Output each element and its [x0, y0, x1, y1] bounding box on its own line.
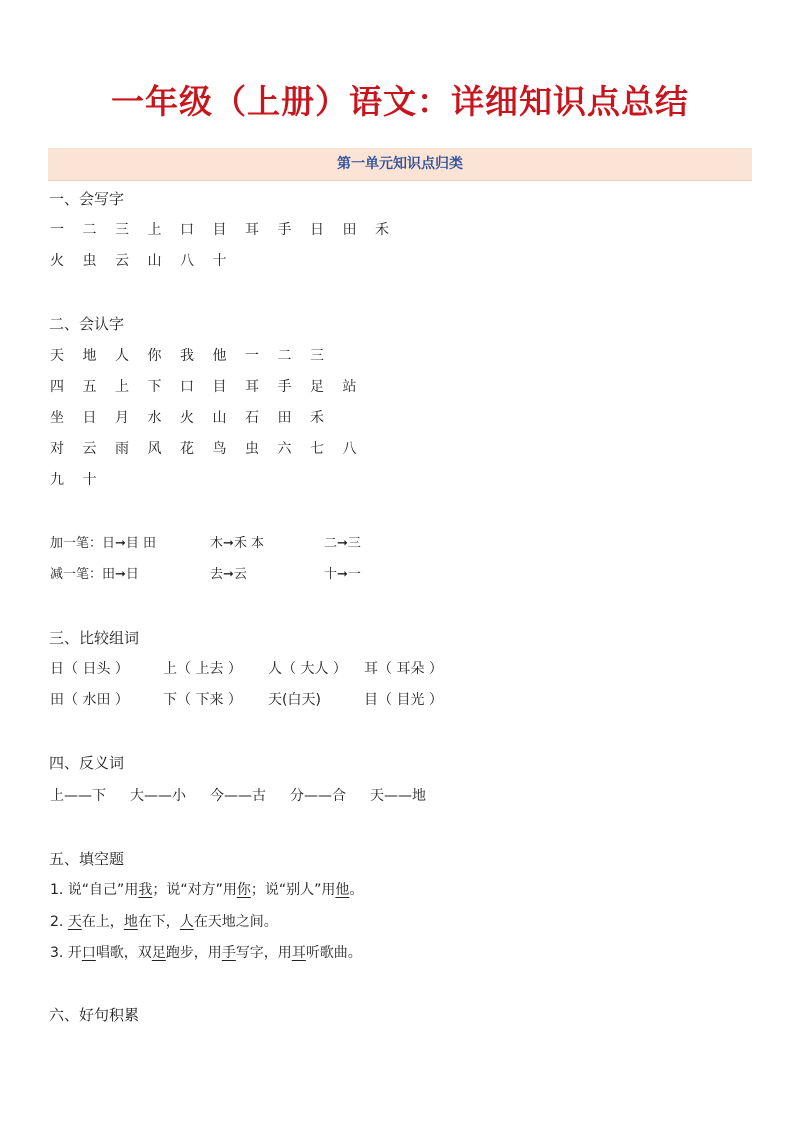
question-text: ；说“对方”用 — [152, 882, 237, 898]
char: 八 — [342, 441, 357, 457]
char: 手 — [277, 222, 292, 238]
char: 四 — [50, 379, 64, 395]
read-chars-row-3 — [50, 407, 343, 427]
char: 地 — [82, 348, 97, 364]
write-chars-row-1 — [50, 219, 408, 239]
question-text: 听歌曲。 — [305, 945, 362, 961]
antonym-pair: 上——下 — [50, 788, 106, 804]
section-heading-good-sentences: 六、好句积累 — [49, 1006, 140, 1024]
remove-stroke-item: 去➞云 — [210, 567, 247, 582]
remove-stroke-item: 十➞一 — [324, 567, 361, 582]
answer-text: 天 — [67, 914, 82, 930]
char: 十 — [212, 253, 227, 269]
compare-words-row-2 — [50, 689, 443, 709]
char: 雨 — [115, 441, 129, 457]
read-chars-row-2 — [50, 376, 375, 396]
char: 鸟 — [212, 441, 227, 457]
char: 山 — [212, 410, 227, 426]
section-heading-write-chars: 一、会写字 — [49, 190, 125, 208]
char: 水 — [147, 410, 162, 426]
char: 上 — [147, 222, 162, 238]
word-group: 下（ 下来 ） — [163, 692, 242, 708]
answer-text: 他 — [335, 882, 350, 898]
section-heading-fill-blanks: 五、填空题 — [49, 850, 125, 868]
fill-blank-question-2 — [50, 911, 278, 931]
char: 十 — [82, 472, 97, 488]
char: 山 — [147, 253, 162, 269]
char: 人 — [115, 348, 129, 364]
question-text: 在下， — [137, 914, 180, 930]
antonym-pair: 分——合 — [290, 788, 346, 804]
char: 五 — [82, 379, 97, 395]
char: 八 — [180, 253, 194, 269]
add-stroke-item: 日➞目 田 — [102, 536, 157, 551]
char: 三 — [310, 348, 324, 364]
char: 上 — [115, 379, 129, 395]
char: 田 — [277, 410, 292, 426]
compare-words-row-1 — [50, 658, 443, 678]
char: 日 — [310, 222, 324, 238]
add-stroke-item: 二➞三 — [324, 536, 361, 551]
char: 口 — [180, 222, 194, 238]
question-text: ；说“别人”用 — [250, 882, 336, 898]
antonym-pair: 今——古 — [210, 788, 266, 804]
char: 田 — [342, 222, 357, 238]
read-chars-row-1 — [50, 345, 343, 365]
char: 三 — [115, 222, 129, 238]
antonym-pair: 天——地 — [370, 788, 426, 804]
char: 禾 — [375, 222, 389, 238]
word-group: 天(白天) — [268, 692, 321, 708]
char: 虫 — [245, 441, 259, 457]
question-text: 写字，用 — [235, 945, 292, 961]
remove-stroke-item: 田➞日 — [102, 567, 139, 582]
char: 手 — [277, 379, 292, 395]
word-group: 耳（ 耳朵 ） — [364, 661, 443, 677]
char: 禾 — [310, 410, 324, 426]
answer-text: 手 — [221, 945, 236, 961]
question-text: 1. 说“自己”用 — [50, 882, 139, 898]
answer-text: 口 — [81, 945, 96, 961]
char: 他 — [212, 348, 227, 364]
add-stroke-line — [50, 532, 361, 551]
char: 月 — [115, 410, 129, 426]
question-text: 3. 开 — [50, 945, 82, 961]
question-text: 唱歌，双 — [95, 945, 152, 961]
answer-text: 人 — [179, 914, 194, 930]
char: 七 — [310, 441, 324, 457]
char: 耳 — [245, 222, 259, 238]
page-title: 一年级（上册）语文：详细知识点总结 — [111, 82, 689, 121]
question-text: 跑步，用 — [165, 945, 222, 961]
char: 火 — [50, 253, 64, 269]
question-text: 在上， — [81, 914, 124, 930]
answer-text: 我 — [138, 882, 153, 898]
char: 火 — [180, 410, 194, 426]
read-chars-row-5 — [50, 469, 115, 489]
char: 云 — [115, 253, 129, 269]
char: 目 — [212, 379, 227, 395]
remove-stroke-line — [50, 563, 361, 582]
char: 云 — [82, 441, 97, 457]
char: 二 — [277, 348, 292, 364]
answer-text: 耳 — [291, 945, 306, 961]
antonym-pair: 大——小 — [130, 788, 186, 804]
answer-text: 你 — [236, 882, 251, 898]
char: 花 — [180, 441, 194, 457]
char: 对 — [50, 441, 64, 457]
char: 一 — [50, 222, 64, 238]
char: 坐 — [50, 410, 64, 426]
char: 二 — [82, 222, 97, 238]
write-chars-row-2 — [50, 250, 245, 270]
question-text: 2. — [50, 914, 68, 930]
char: 口 — [180, 379, 194, 395]
word-group: 日（ 日头 ） — [50, 661, 129, 677]
char: 九 — [50, 472, 64, 488]
char: 天 — [50, 348, 64, 364]
word-group: 人（ 大人 ） — [268, 661, 347, 677]
add-stroke-item: 木➞禾 本 — [210, 536, 265, 551]
char: 站 — [342, 379, 357, 395]
section-heading-antonyms: 四、反义词 — [49, 754, 125, 772]
char: 日 — [82, 410, 97, 426]
word-group: 目（ 目光 ） — [364, 692, 443, 708]
read-chars-row-4 — [50, 438, 375, 458]
char: 虫 — [82, 253, 97, 269]
char: 下 — [147, 379, 162, 395]
char: 我 — [180, 348, 194, 364]
fill-blank-question-1 — [50, 879, 363, 899]
unit-header: 第一单元知识点归类 — [48, 148, 752, 181]
add-stroke-label: 加一笔： — [50, 536, 103, 551]
char: 石 — [245, 410, 259, 426]
question-text: 。 — [349, 882, 364, 898]
char: 六 — [277, 441, 292, 457]
char: 耳 — [245, 379, 259, 395]
antonym-row — [50, 785, 426, 805]
word-group: 田（ 水田 ） — [50, 692, 129, 708]
remove-stroke-label: 减一笔： — [50, 567, 103, 582]
char: 目 — [212, 222, 227, 238]
word-group: 上（ 上去 ） — [163, 661, 242, 677]
answer-text: 地 — [123, 914, 138, 930]
char: 足 — [310, 379, 324, 395]
char: 一 — [245, 348, 259, 364]
char: 风 — [147, 441, 162, 457]
answer-text: 足 — [151, 945, 166, 961]
section-heading-read-chars: 二、会认字 — [49, 315, 125, 333]
fill-blank-question-3 — [50, 942, 362, 962]
char: 你 — [147, 348, 162, 364]
section-heading-compare-words: 三、比较组词 — [49, 629, 140, 647]
question-text: 在天地之间。 — [193, 914, 278, 930]
